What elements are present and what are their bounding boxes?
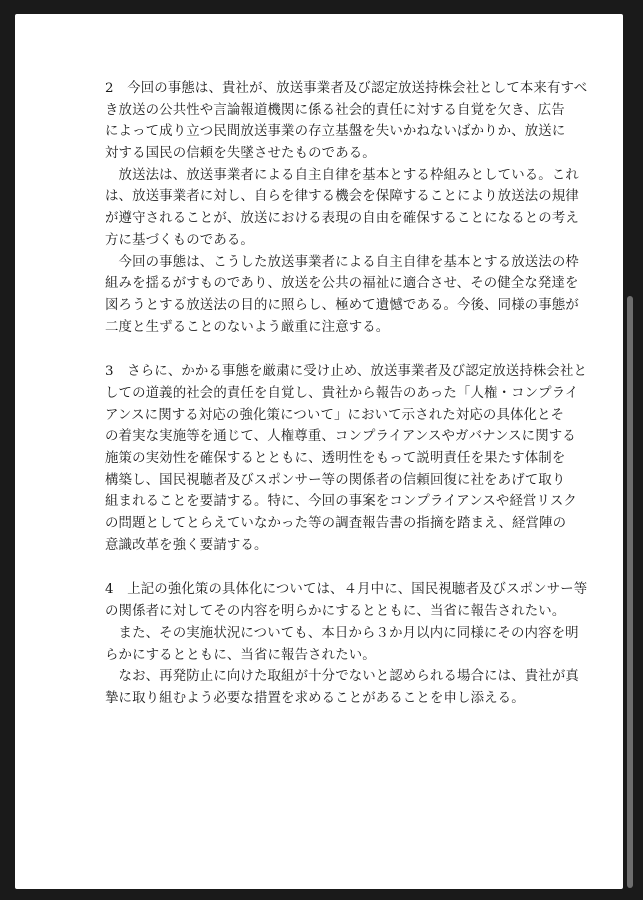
paragraph <box>105 579 588 622</box>
text-line: 4 上記の強化策の具体化については、４月中に、国民視聴者及びスポンサー等 <box>105 582 588 598</box>
text-line: 組みを揺るがすものであり、放送を公共の福祉に適合させ、その健全な発達を <box>105 276 579 292</box>
text-line: の着実な実施等を通じて、人権尊重、コンプライアンスやガバナンスに関する <box>105 429 576 445</box>
text-line: また、その実施状況についても、本日から３か月以内に同様にその内容を明 <box>105 625 579 641</box>
text-line: 施策の実効性を確保するとともに、透明性をもって説明責任を果たす体制を <box>105 451 566 466</box>
text-line: らかにするとともに、当省に報告されたい。 <box>105 647 376 663</box>
paragraph <box>105 252 579 339</box>
paragraph <box>105 623 579 666</box>
text-line: なお、再発防止に向けた取組が十分でないと認められる場合には、貴社が真 <box>105 669 579 685</box>
text-line: 摯に取り組むよう必要な措置を求めることがあることを申し添える。 <box>105 690 525 706</box>
scrollbar-thumb[interactable] <box>627 296 633 888</box>
text-line: の問題としてとらえていなかった等の調査報告書の指摘を踏まえ、経営陣の <box>105 516 567 532</box>
paragraph <box>105 666 579 709</box>
text-line: 対する国民の信頼を失墜させたものである。 <box>105 146 376 162</box>
paragraph <box>105 361 588 556</box>
text-line: 今回の事態は、こうした放送事業者による自主自律を基本とする放送法の枠 <box>105 254 579 270</box>
paragraph <box>105 165 579 252</box>
document-body <box>105 78 588 710</box>
text-line: しての道義的社会的責任を自覚し、貴社から報告のあった「人権・コンプライ <box>105 385 579 401</box>
section-gap <box>105 338 575 361</box>
text-line: は、放送事業者に対し、自らを律する機会を保障することにより放送法の規律 <box>105 189 579 205</box>
text-line: の関係者に対してその内容を明らかにするとともに、当省に報告されたい。 <box>105 604 566 620</box>
text-line: 二度と生ずることのないよう厳重に注意する。 <box>105 319 390 335</box>
section-3 <box>105 361 588 556</box>
text-line: 組まれることを要請する。特に、今回の事案をコンプライアンスや経営リスク <box>105 494 577 510</box>
section-4 <box>105 579 588 709</box>
text-line: 2 今回の事態は、貴社が、放送事業者及び認定放送持株会社として本来有すべ <box>105 81 588 96</box>
text-line: 3 さらに、かかる事態を厳粛に受け止め、放送事業者及び認定放送持株会社と <box>105 364 588 380</box>
text-line: 放送法は、放送事業者による自主自律を基本とする枠組みとしている。これ <box>105 167 579 183</box>
text-line: によって成り立つ民間放送事業の存立基盤を失いかねないばかりか、放送に <box>105 124 566 140</box>
text-line: アンスに関する対応の強化策について」において示された対応の具体化とそ <box>105 407 565 423</box>
text-line: 図ろうとする放送法の目的に照らし、極めて遺憾である。今後、同様の事態が <box>105 297 579 313</box>
text-line: が遵守されることが、放送における表現の自由を確保することになるとの考え <box>105 211 579 227</box>
section-2 <box>105 78 588 338</box>
text-line: 構築し、国民視聴者及びスポンサー等の関係者の信頼回復に社をあげて取り <box>105 472 566 488</box>
text-line: 意識改革を強く要請する。 <box>105 537 268 553</box>
text-line: き放送の公共性や言論報道機関に係る社会的責任に対する自覚を欠き、広告 <box>105 102 565 118</box>
paragraph <box>105 78 588 165</box>
text-line: 方に基づくものである。 <box>105 232 254 248</box>
section-gap <box>105 556 575 579</box>
